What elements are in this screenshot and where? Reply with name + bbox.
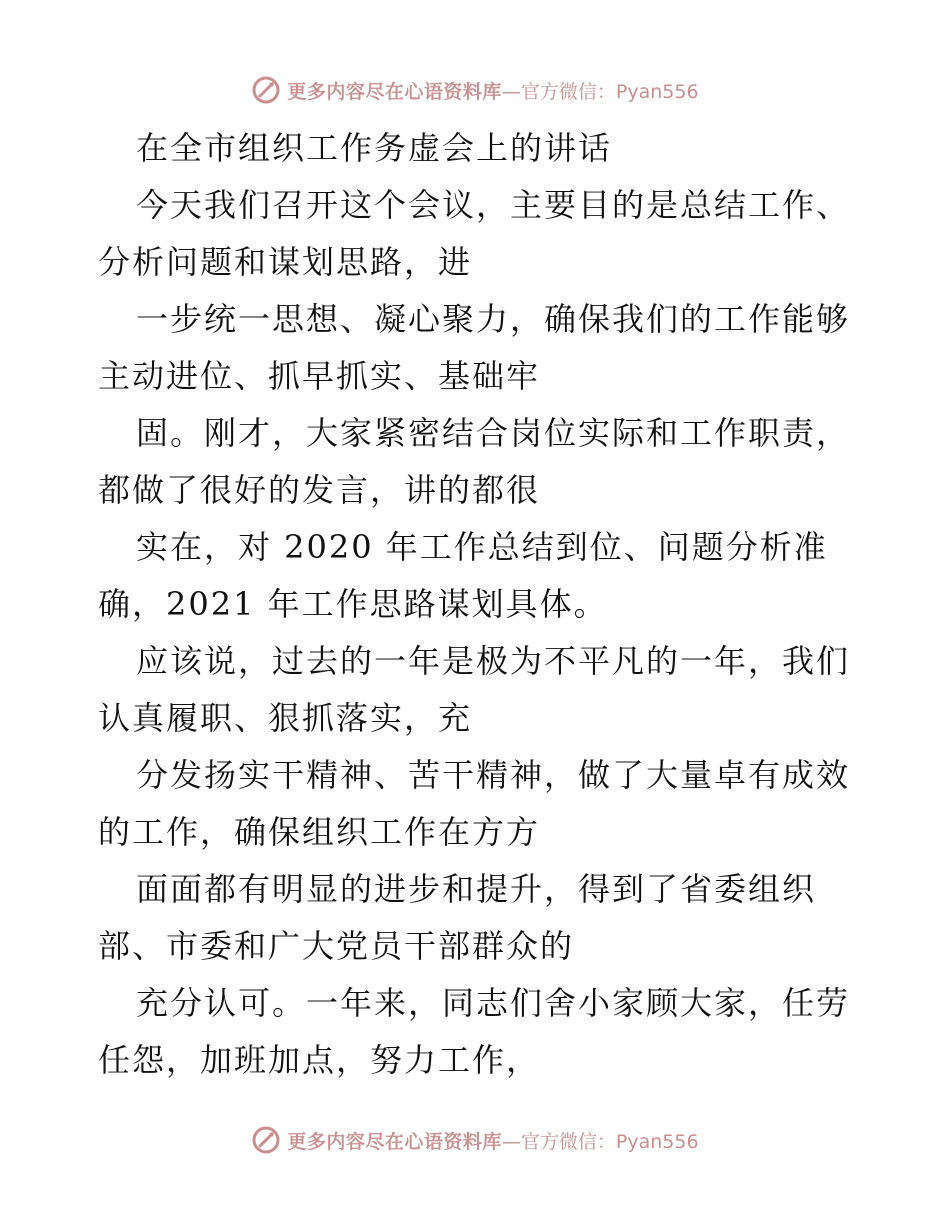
paragraph-line: 面面都有明显的进步和提升，得到了省委组织 — [136, 870, 817, 908]
paragraph-line: 一步统一思想、凝心聚力，确保我们的工作能够 — [136, 300, 851, 338]
watermark-main-text: 更多内容尽在心语资料库 — [287, 80, 502, 103]
logo-icon — [251, 75, 281, 105]
paragraph-line: 都做了很好的发言，讲的都很 — [98, 471, 541, 509]
paragraph-line: 认真履职、狠抓落实，充 — [98, 699, 473, 737]
watermark-sub-text: —官方微信：Pyan556 — [501, 1130, 699, 1153]
paragraph-line: 今天我们召开这个会议，主要目的是总结工作、 — [136, 186, 851, 224]
watermark-main-text: 更多内容尽在心语资料库 — [287, 1130, 502, 1153]
paragraph-line: 应该说，过去的一年是极为不平凡的一年，我们 — [136, 642, 851, 680]
paragraph-line: 分析问题和谋划思路，进 — [98, 243, 473, 281]
paragraph-line: 任怨，加班加点，努力工作， — [98, 1041, 541, 1079]
paragraph-line: 的工作，确保组织工作在方方 — [98, 813, 541, 851]
paragraph-line: 分发扬实干精神、苦干精神，做了大量卓有成效 — [136, 756, 851, 794]
paragraph-line: 部、市委和广大党员干部群众的 — [98, 927, 575, 965]
document-title: 在全市组织工作务虚会上的讲话 — [136, 129, 613, 167]
paragraph-line: 确，2021 年工作思路谋划具体。 — [98, 585, 608, 623]
document-body — [98, 120, 858, 1089]
paragraph-line: 实在，对 2020 年工作总结到位、问题分析准 — [136, 528, 828, 566]
paragraph-line: 固。刚才，大家紧密结合岗位实际和工作职责， — [136, 414, 851, 452]
paragraph-line: 主动进位、抓早抓实、基础牢 — [98, 357, 541, 395]
footer-watermark — [0, 1120, 950, 1160]
logo-icon — [251, 1125, 281, 1155]
header-watermark — [0, 70, 950, 110]
paragraph-line: 充分认可。一年来，同志们舍小家顾大家，任劳 — [136, 984, 851, 1022]
watermark-sub-text: —官方微信：Pyan556 — [501, 80, 699, 103]
